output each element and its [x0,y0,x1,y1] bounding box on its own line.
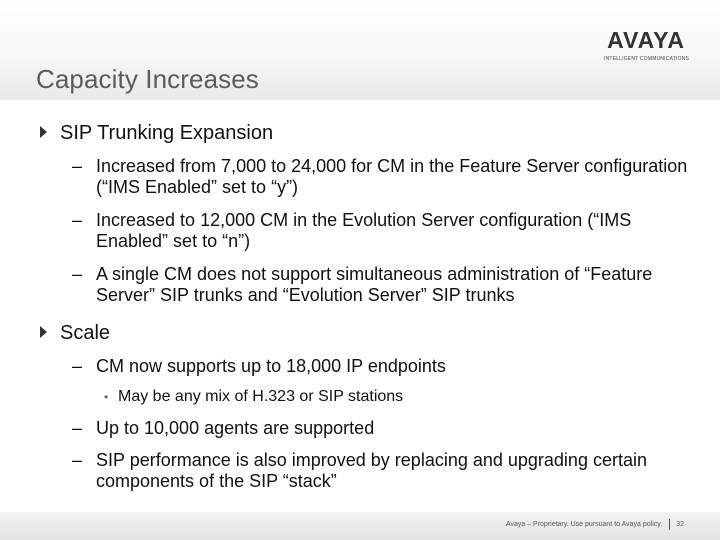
avaya-logo [604,28,688,62]
slide-title: Capacity Increases [36,64,259,94]
page-number: 32 [676,521,684,528]
dash-icon: – [72,450,83,470]
dash-icon: – [72,264,83,284]
sub-bullet [40,264,700,306]
bullet-text: Scale [60,322,111,344]
logo-tagline: INTELLIGENT COMMUNICATIONS [604,56,690,62]
dash-icon: – [72,418,83,438]
dash-icon: – [72,210,83,230]
sub-bullet [40,356,700,377]
sub-bullet [40,156,700,198]
sub-bullet [40,418,700,439]
bullet-text: SIP Trunking Expansion [60,122,274,144]
sub-bullet-text: CM now supports up to 18,000 IP endpoints [96,356,446,376]
footer [506,519,684,530]
sub-sub-bullet-text: May be any mix of H.323 or SIP stations [118,388,404,405]
sub-sub-bullet [40,387,700,407]
sub-bullet-text: A single CM does not support simultaneous administration of “Feature Server” SIP trunks and “Evolution Server” SIP trunks [96,264,653,305]
bullet-scale [40,320,700,346]
logo-wordmark: AVAYA [607,27,685,53]
bullet-sip-trunking [40,120,700,146]
slide-content [40,120,700,492]
sub-bullet-text: Increased from 7,000 to 24,000 for CM in the Feature Server configuration (“IMS Enabled” set to “y”) [96,156,688,197]
bullet-arrow-icon [40,126,47,138]
sub-bullet-text: SIP performance is also improved by replacing and upgrading certain components of the SIP “stack” [96,450,647,491]
footer-notice: Avaya – Proprietary. Use pursuant to Avaya policy. [505,521,663,528]
dash-icon: – [72,156,83,176]
sub-bullet-text: Up to 10,000 agents are supported [96,418,375,438]
footer-divider [669,519,670,530]
dash-icon: – [72,356,83,376]
sub-bullet [40,210,700,252]
bullet-arrow-icon [40,326,47,338]
dot-icon: • [104,390,109,404]
sub-bullet-text: Increased to 12,000 CM in the Evolution Server configuration (“IMS Enabled” set to “n”) [96,210,632,251]
sub-bullet [40,450,700,492]
